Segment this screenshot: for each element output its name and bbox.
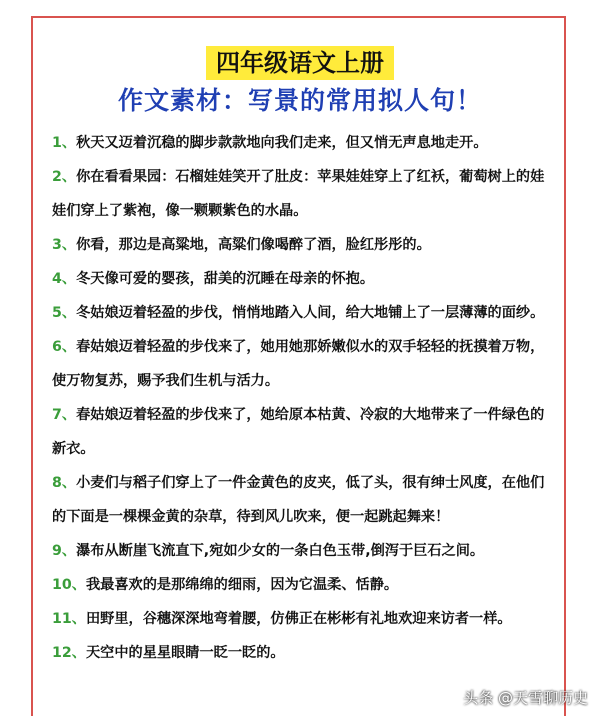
item-number: 9、	[52, 543, 77, 559]
title-wrap	[0, 46, 600, 80]
item-text: 春姑娘迈着轻盈的步伐来了，她给原本枯黄、冷寂的大地带来了一件绿色的新衣。	[52, 407, 545, 457]
item-text: 我最喜欢的是那绵绵的细雨，因为它温柔、恬静。	[85, 577, 399, 593]
list-item	[52, 466, 552, 534]
item-number: 12、	[52, 645, 86, 661]
item-number: 7、	[52, 407, 77, 423]
list-item	[52, 602, 552, 636]
item-number: 5、	[52, 305, 77, 321]
item-number: 11、	[52, 611, 86, 627]
item-text: 冬天像可爱的婴孩，甜美的沉睡在母亲的怀抱。	[76, 271, 375, 287]
item-text: 你在看看果园：石榴娃娃笑开了肚皮：苹果娃娃穿上了红袄，葡萄树上的娃娃们穿上了紫袍，像一颗颗紫色的水晶。	[52, 169, 545, 219]
item-text: 田野里，谷穗深深地弯着腰，仿佛正在彬彬有礼地欢迎来访者一样。	[85, 611, 512, 627]
item-number: 1、	[52, 135, 77, 151]
item-number: 2、	[52, 169, 77, 185]
list-item	[52, 126, 552, 160]
item-text: 冬姑娘迈着轻盈的步伐，悄悄地踏入人间，给大地铺上了一层薄薄的面纱。	[76, 305, 545, 321]
item-number: 6、	[52, 339, 77, 355]
list-item	[52, 534, 552, 568]
item-text: 瀑布从断崖飞流直下,宛如少女的一条白色玉带,倒泻于巨石之间。	[76, 543, 485, 559]
list-item	[52, 330, 552, 398]
page-subtitle: 作文素材：写景的常用拟人句！	[117, 86, 482, 115]
item-number: 10、	[52, 577, 86, 593]
list-item	[52, 636, 552, 670]
list-item	[52, 228, 552, 262]
page-title: 四年级语文上册	[206, 46, 394, 80]
item-number: 8、	[52, 475, 77, 491]
item-text: 你看，那边是高粱地，高粱们像喝醉了酒，脸红彤彤的。	[76, 237, 431, 253]
watermark: 头条 @天雪聊历史	[463, 689, 588, 707]
list-item	[52, 160, 552, 228]
list-item	[52, 568, 552, 602]
item-text: 春姑娘迈着轻盈的步伐来了，她用她那娇嫩似水的双手轻轻的抚摸着万物，使万物复苏，赐予我们生机与活力。	[52, 339, 545, 389]
item-number: 4、	[52, 271, 77, 287]
item-text: 小麦们与稻子们穿上了一件金黄色的皮夹，低了头，很有绅士风度，在他们的下面是一棵棵金黄的杂草，待到风儿吹来，便一起跳起舞来！	[52, 475, 545, 525]
list-item	[52, 262, 552, 296]
list-item	[52, 296, 552, 330]
item-text: 天空中的星星眼睛一眨一眨的。	[85, 645, 285, 661]
list-item	[52, 398, 552, 466]
item-number: 3、	[52, 237, 77, 253]
item-text: 秋天又迈着沉稳的脚步款款地向我们走来，但又悄无声息地走开。	[76, 135, 488, 151]
sentence-list	[52, 126, 552, 670]
